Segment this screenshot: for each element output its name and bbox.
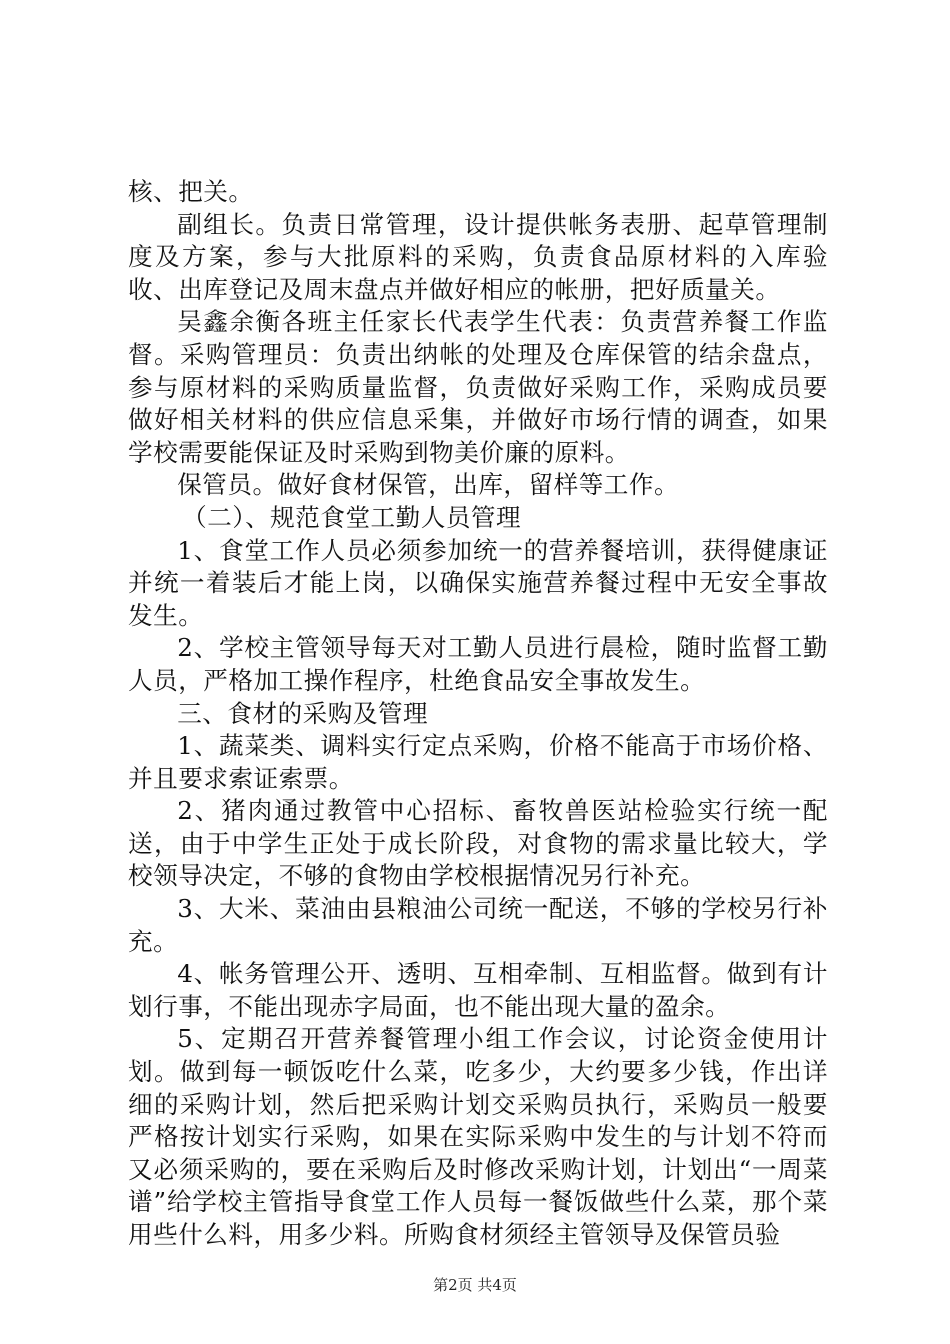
paragraph-staff-item-2: 2、学校主管领导每天对工勤人员进行晨检，随时监督工勤人员，严格加工操作程序，杜绝食品安全事故发生。: [128, 633, 828, 695]
page-number-label: 第2页 共4页: [433, 1276, 517, 1294]
paragraph-deputy-leader: 副组长。负责日常管理，设计提供帐务表册、起草管理制度及方案，参与大批原料的采购，负责食品原材料的入库验收、出库登记及周末盘点并做好相应的帐册，把好质量关。: [128, 209, 828, 304]
page-footer: [0, 1275, 950, 1295]
paragraph-procurement-item-3: 3、大米、菜油由县粮油公司统一配送，不够的学校另行补充。: [128, 894, 828, 956]
section-heading-staff-management: （二）、规范食堂工勤人员管理: [182, 502, 522, 532]
paragraph-procurement-item-4: 4、帐务管理公开、透明、互相牵制、互相监督。做到有计划行事，不能出现赤字局面，也不能出现大量的盈余。: [128, 959, 828, 1021]
paragraph-procurement-item-1: 1、蔬菜类、调料实行定点采购，价格不能高于市场价格、并且要求索证索票。: [128, 731, 828, 793]
paragraph-keeper: 保管员。做好食材保管，出库，留样等工作。: [177, 470, 680, 500]
paragraph-supervision: 吴鑫余衡各班主任家长代表学生代表：负责营养餐工作监督。采购管理员：负责出纳帐的处理及仓库保管的结余盘点，参与原材料的采购质量监督，负责做好采购工作，采购成员要做好相关材料的供应信息采集，并做好市场行情的调查，如果学校需要能保证及时采购到物美价廉的原料。: [128, 307, 828, 467]
paragraph-procurement-item-5: 5、定期召开营养餐管理小组工作会议，讨论资金使用计划。做到每一顿饭吃什么菜，吃多少，大约要多少钱，作出详细的采购计划，然后把采购计划交采购员执行，采购员一般要严格按计划实行采购，如果在实际采购中发生的与计划不符而又必须采购的，要在采购后及时修改采购计划，计划出“一周菜谱”给学校主管指导食堂工作人员每一餐饭做些什么菜，那个菜用些什么料，用多少料。所购食材须经主管领导及保管员验: [128, 1024, 828, 1249]
paragraph-staff-item-1: 1、食堂工作人员必须参加统一的营养餐培训，获得健康证并统一着装后才能上岗，以确保实施营养餐过程中无安全事故发生。: [128, 535, 828, 630]
section-heading-procurement: 三、食材的采购及管理: [177, 698, 429, 728]
document-body: [128, 176, 828, 1252]
paragraph-continuation: 核、把关。: [128, 177, 254, 206]
paragraph-procurement-item-2: 2、猪肉通过教管中心招标、畜牧兽医站检验实行统一配送，由于中学生正处于成长阶段，对食物的需求量比较大，学校领导决定，不够的食物由学校根据情况另行补充。: [128, 796, 828, 891]
